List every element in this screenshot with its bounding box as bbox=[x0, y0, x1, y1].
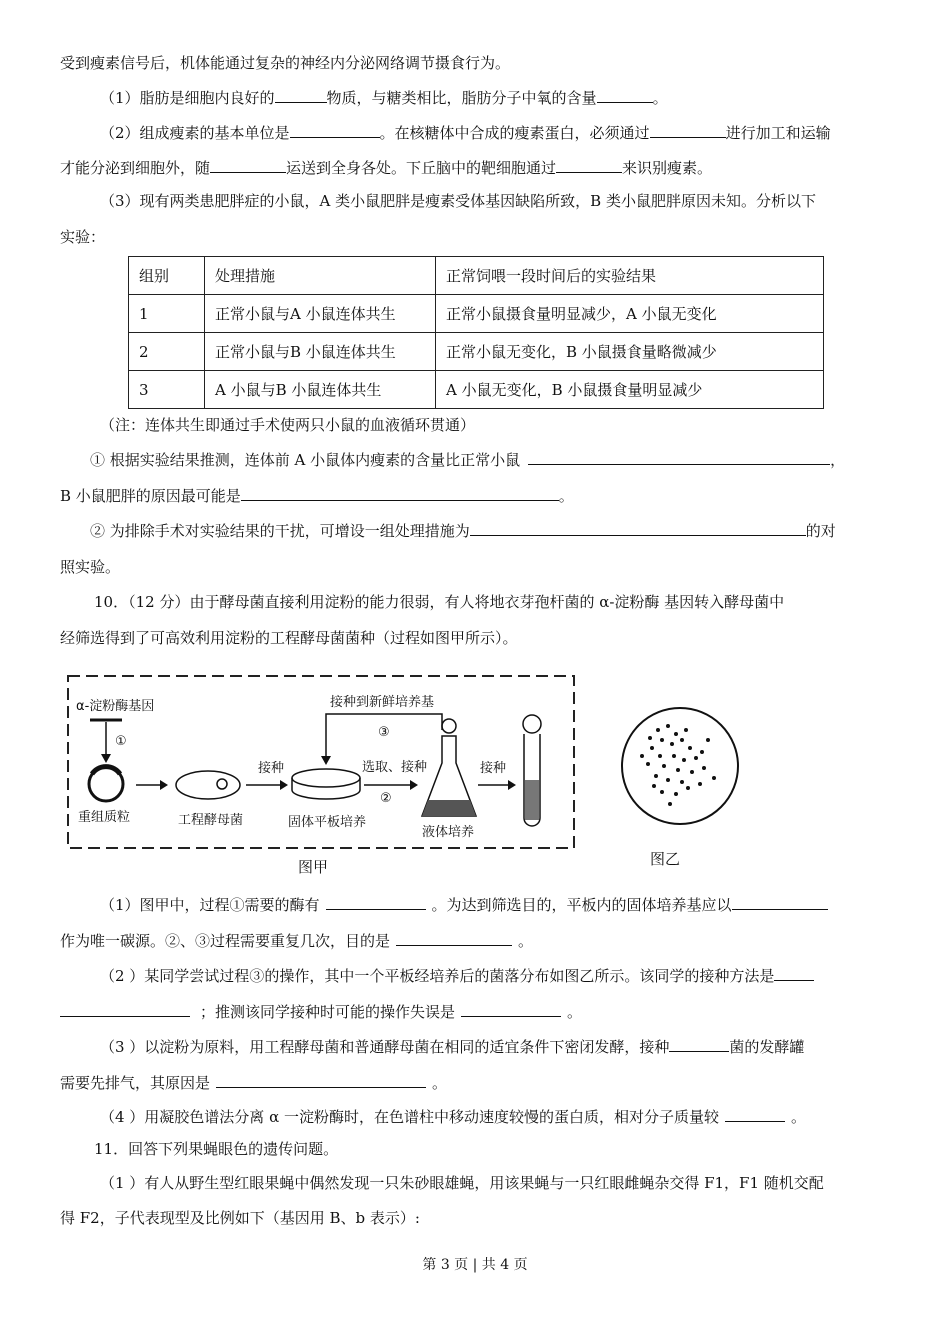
tube-stopper-icon bbox=[523, 715, 541, 733]
answer-blank[interactable] bbox=[396, 930, 512, 946]
answer-blank[interactable] bbox=[650, 122, 726, 138]
text: 运送到全身各处。下丘脑中的靶细胞通过 bbox=[286, 159, 557, 177]
answer-blank[interactable] bbox=[210, 157, 286, 173]
text-line bbox=[60, 157, 712, 179]
table-cell: 正常小鼠无变化，B 小鼠摄食量略微减少 bbox=[436, 333, 824, 371]
subquestion-2 bbox=[90, 520, 836, 542]
answer-blank[interactable] bbox=[528, 449, 830, 465]
petri-dish-b-icon bbox=[622, 708, 738, 824]
caption-a: 图甲 bbox=[298, 858, 329, 876]
text: （4 ）用凝胶色谱法分离 α 一淀粉酶时，在色谱柱中移动速度较慢的蛋白质，相对分子质量较 bbox=[100, 1108, 719, 1126]
answer-blank[interactable] bbox=[461, 1001, 561, 1017]
text: （1）图甲中，过程①需要的酶有 bbox=[100, 896, 320, 914]
text: 进行加工和运输 bbox=[725, 124, 831, 142]
text: 10．（12 分）由于酵母菌直接利用淀粉的能力很弱，有人将地衣芽孢杆菌的 α-淀粉酶 基因转入酵母菌中 bbox=[94, 593, 785, 611]
text: 物质，与糖类相比，脂肪分子中氧的含量 bbox=[326, 89, 597, 107]
table-row bbox=[129, 371, 824, 409]
text: 菌的发酵罐 bbox=[729, 1038, 805, 1056]
tube-culture bbox=[525, 780, 539, 820]
text: 受到瘦素信号后，机体能通过复杂的神经内分泌网络调节摄食行为。 bbox=[60, 54, 511, 72]
arrow-head bbox=[410, 780, 418, 790]
text: 11．回答下列果蝇眼色的遗传问题。 bbox=[94, 1140, 339, 1158]
text-line bbox=[60, 627, 518, 649]
text: （1 ）有人从野生型红眼果蝇中偶然发现一只朱砂眼雄蝇，用该果蝇与一只红眼雌蝇杂交得 F1，F1 随机交配 bbox=[100, 1174, 824, 1192]
answer-blank[interactable] bbox=[60, 1001, 190, 1017]
table-cell: 3 bbox=[129, 371, 205, 409]
table-header: 正常饲喂一段时间后的实验结果 bbox=[436, 257, 824, 295]
text: ① 根据实验结果推测，连体前 A 小鼠体内瘦素的含量比正常小鼠 bbox=[90, 451, 521, 469]
text-line bbox=[60, 556, 120, 578]
question-2 bbox=[100, 122, 831, 144]
select-label: 选取、接种 bbox=[362, 760, 428, 775]
text: 。 bbox=[652, 89, 668, 107]
plasmid-label: 重组质粒 bbox=[78, 810, 131, 825]
question-11 bbox=[94, 1138, 338, 1160]
text: 。 bbox=[432, 1074, 448, 1092]
text: 。 bbox=[790, 1108, 806, 1126]
question-3 bbox=[100, 190, 816, 212]
text: 。 bbox=[518, 932, 534, 950]
text: ② 为排除手术对实验结果的干扰，可增设一组处理措施为 bbox=[90, 522, 470, 540]
step2-label: ② bbox=[380, 791, 392, 806]
text: 经筛选得到了可高效利用淀粉的工程酵母菌菌种（过程如图甲所示）。 bbox=[60, 629, 518, 647]
answer-blank[interactable] bbox=[725, 1106, 785, 1122]
table-header: 处理措施 bbox=[205, 257, 436, 295]
answer-blank[interactable] bbox=[241, 485, 559, 501]
caption-b: 图乙 bbox=[650, 850, 681, 868]
note bbox=[100, 414, 475, 436]
petri-dish-base bbox=[292, 778, 360, 799]
plate-label: 固体平板培养 bbox=[288, 815, 367, 830]
table-cell: 1 bbox=[129, 295, 205, 333]
petri-dish-icon bbox=[292, 769, 360, 787]
text: 的对 bbox=[805, 522, 836, 540]
colony-dots bbox=[640, 724, 716, 806]
answer-blank[interactable] bbox=[774, 965, 814, 981]
answer-blank[interactable] bbox=[290, 122, 380, 138]
page-footer: 第 3 页 | 共 4 页 bbox=[422, 1257, 528, 1273]
text: （3）现有两类患肥胖症的小鼠，A 类小鼠肥胖是瘦素受体基因缺陷所致，B 类小鼠肥胖原因未知。分析以下 bbox=[100, 192, 816, 210]
text: 实验： bbox=[60, 228, 106, 246]
text: 。在核糖体中合成的瘦素蛋白，必须通过 bbox=[379, 124, 650, 142]
text: 。 bbox=[567, 1003, 583, 1021]
answer-blank[interactable] bbox=[597, 87, 653, 103]
arrow-head bbox=[101, 754, 111, 763]
table-cell: A 小鼠与B 小鼠连体共生 bbox=[205, 371, 436, 409]
inoculate-label: 接种 bbox=[480, 761, 507, 776]
question-1 bbox=[100, 87, 668, 109]
text: 需要先排气，其原因是 bbox=[60, 1074, 211, 1092]
yeast-plasmid-icon bbox=[217, 779, 227, 789]
answer-blank[interactable] bbox=[275, 87, 327, 103]
text-line bbox=[60, 1207, 420, 1229]
experiment-table bbox=[128, 256, 824, 409]
answer-3 bbox=[100, 1036, 804, 1058]
text-line bbox=[60, 226, 105, 248]
table-row bbox=[129, 295, 824, 333]
arrow-head bbox=[508, 780, 516, 790]
step1-label: ① bbox=[115, 734, 127, 749]
inoculate-label: 接种 bbox=[258, 761, 285, 776]
plasmid-insert bbox=[92, 767, 120, 774]
yeast-cell-icon bbox=[176, 771, 240, 799]
table-cell: A 小鼠无变化，B 小鼠摄食量明显减少 bbox=[436, 371, 824, 409]
text: 。 bbox=[558, 487, 574, 505]
arrow-head bbox=[280, 780, 288, 790]
text-line bbox=[60, 485, 574, 507]
answer-blank[interactable] bbox=[669, 1036, 729, 1052]
liquid-label: 液体培养 bbox=[422, 825, 475, 840]
table-cell: 正常小鼠与B 小鼠连体共生 bbox=[205, 333, 436, 371]
text: 才能分泌到细胞外，随 bbox=[60, 159, 211, 177]
text: 照实验。 bbox=[60, 558, 121, 576]
answer-blank[interactable] bbox=[470, 520, 806, 536]
yeast-label: 工程酵母菌 bbox=[178, 813, 244, 828]
subquestion-1 bbox=[90, 449, 845, 471]
text: （注：连体共生即通过手术使两只小鼠的血液循环贯通） bbox=[100, 416, 476, 434]
table-header-row bbox=[129, 257, 824, 295]
table-header: 组别 bbox=[129, 257, 205, 295]
table-cell: 正常小鼠摄食量明显减少，A 小鼠无变化 bbox=[436, 295, 824, 333]
text: 。为达到筛选目的，平板内的固体培养基应以 bbox=[431, 896, 732, 914]
answer-2 bbox=[100, 965, 814, 987]
answer-1 bbox=[100, 894, 828, 916]
step3-label: ③ bbox=[378, 725, 390, 740]
text: （2）组成瘦素的基本单位是 bbox=[100, 124, 290, 142]
process-figure bbox=[62, 668, 752, 878]
gene-label: α-淀粉酶基因 bbox=[76, 699, 155, 714]
flask-culture bbox=[422, 800, 476, 816]
answer-blank[interactable] bbox=[216, 1072, 426, 1088]
answer-blank[interactable] bbox=[326, 894, 426, 910]
question-10 bbox=[94, 591, 784, 613]
text-line bbox=[60, 1072, 447, 1094]
text: ， bbox=[830, 451, 846, 469]
text: （2 ）某同学尝试过程③的操作，其中一个平板经培养后的菌落分布如图乙所示。该同学的接种方法是 bbox=[100, 967, 775, 985]
arrow-head bbox=[321, 756, 331, 765]
table-cell: 正常小鼠与A 小鼠连体共生 bbox=[205, 295, 436, 333]
flask-stopper-icon bbox=[442, 719, 456, 733]
text-line bbox=[60, 930, 533, 952]
loop-label: 接种到新鲜培养基 bbox=[330, 695, 435, 710]
text: （3 ）以淀粉为原料，用工程酵母菌和普通酵母菌在相同的适宜条件下密闭发酵，接种 bbox=[100, 1038, 670, 1056]
text: ；推测该同学接种时可能的操作失误是 bbox=[200, 1003, 456, 1021]
arrow-head bbox=[160, 780, 168, 790]
text-line bbox=[60, 52, 510, 74]
text: 得 F2，子代表现型及比例如下（基因用 B、b 表示）: bbox=[60, 1209, 420, 1227]
answer-blank[interactable] bbox=[556, 157, 622, 173]
text-line bbox=[60, 1001, 582, 1023]
answer-blank[interactable] bbox=[732, 894, 828, 910]
text: 作为唯一碳源。②、③过程需要重复几次，目的是 bbox=[60, 932, 391, 950]
text: B 小鼠肥胖的原因最可能是 bbox=[60, 487, 241, 505]
text: 来识别瘦素。 bbox=[622, 159, 713, 177]
text-line bbox=[100, 1172, 824, 1194]
table-cell: 2 bbox=[129, 333, 205, 371]
table-row bbox=[129, 333, 824, 371]
answer-4 bbox=[100, 1106, 806, 1128]
text: （1）脂肪是细胞内良好的 bbox=[100, 89, 275, 107]
